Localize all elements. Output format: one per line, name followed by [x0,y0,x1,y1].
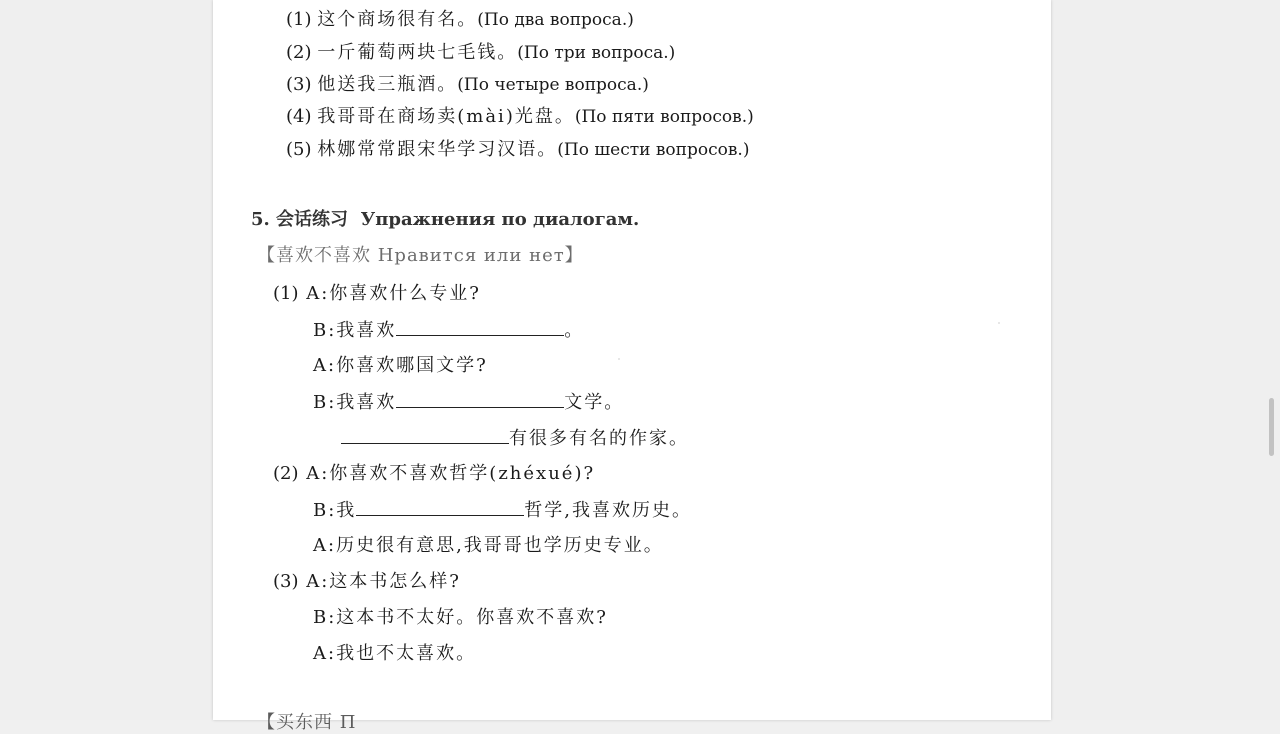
exercise-chinese: 他送我三瓶酒。 [317,74,458,95]
section-title-russian: Упражнения по диалогам. [360,209,640,230]
dialogue-number: (2) [273,463,299,484]
dialogue-3-line-3: A:我也不太喜欢。 [313,643,477,664]
dialogue-text: B:我喜欢 [313,320,397,341]
dialogue-text: 文学。 [564,392,625,413]
exercise-russian: (По шести вопросов.) [557,140,750,160]
dialogue-2-line-3: A:历史很有意思,我哥哥也学历史专业。 [313,535,664,556]
scan-speck [998,322,1000,324]
exercise-number: (1) [286,9,312,30]
dialogue-3-line-1 [273,571,461,593]
exercise-line-4 [286,106,754,128]
exercise-chinese: 林娜常常跟宋华学习汉语。 [317,139,558,160]
next-topic-label-partial: 【买东西 П [257,712,357,733]
dialogue-1-line-2 [313,319,584,342]
exercise-russian: (По четыре вопроса.) [457,75,649,95]
dialogue-1-line-4 [313,391,624,414]
dialogue-text: 。 [564,320,585,341]
answer-blank [356,499,524,516]
answer-blank [341,427,509,444]
dialogue-text: B:我 [313,500,357,521]
dialogue-text: B:我喜欢 [313,392,397,413]
dialogue-text: 有很多有名的作家。 [509,428,689,449]
dialogue-text: A:你喜欢不喜欢哲学(zhéxué)? [306,463,596,484]
dialogue-number: (3) [273,571,299,592]
dialogue-1-line-1 [273,283,481,305]
exercise-chinese: 我哥哥在商场卖(mài)光盘。 [317,106,575,127]
dialogue-number: (1) [273,283,299,304]
dialogue-2-line-2 [313,499,692,522]
dialogue-1-line-5 [341,427,689,450]
exercise-chinese: 这个商场很有名。 [317,9,478,30]
section-heading [251,209,639,231]
dialogue-2-line-1 [273,463,595,485]
exercise-number: (5) [286,139,312,160]
dialogue-text: A:这本书怎么样? [306,571,461,592]
dialogue-1-line-3: A:你喜欢哪国文学? [313,355,488,376]
document-page [213,0,1051,733]
exercise-chinese: 一斤葡萄两块七毛钱。 [317,42,518,63]
exercise-number: (4) [286,106,312,127]
topic-label: 【喜欢不喜欢 Нравится или нет】 [257,245,584,266]
vertical-scrollbar-thumb[interactable] [1269,398,1274,456]
section-number: 5. 会话练习 [251,209,349,230]
exercise-line-2 [286,42,675,64]
answer-blank [396,391,564,408]
exercise-number: (3) [286,74,312,95]
exercise-number: (2) [286,42,312,63]
exercise-line-5 [286,139,749,161]
dialogue-text: 哲学,我喜欢历史。 [524,500,693,521]
scan-speck [618,358,620,360]
exercise-russian: (По пяти вопросов.) [574,107,754,127]
exercise-russian: (По два вопроса.) [477,10,634,30]
exercise-line-1 [286,9,634,31]
answer-blank [396,319,564,336]
exercise-russian: (По три вопроса.) [517,43,676,63]
dialogue-3-line-2: B:这本书不太好。你喜欢不喜欢? [313,607,608,628]
exercise-line-3 [286,74,649,96]
dialogue-text: A:你喜欢什么专业? [306,283,481,304]
